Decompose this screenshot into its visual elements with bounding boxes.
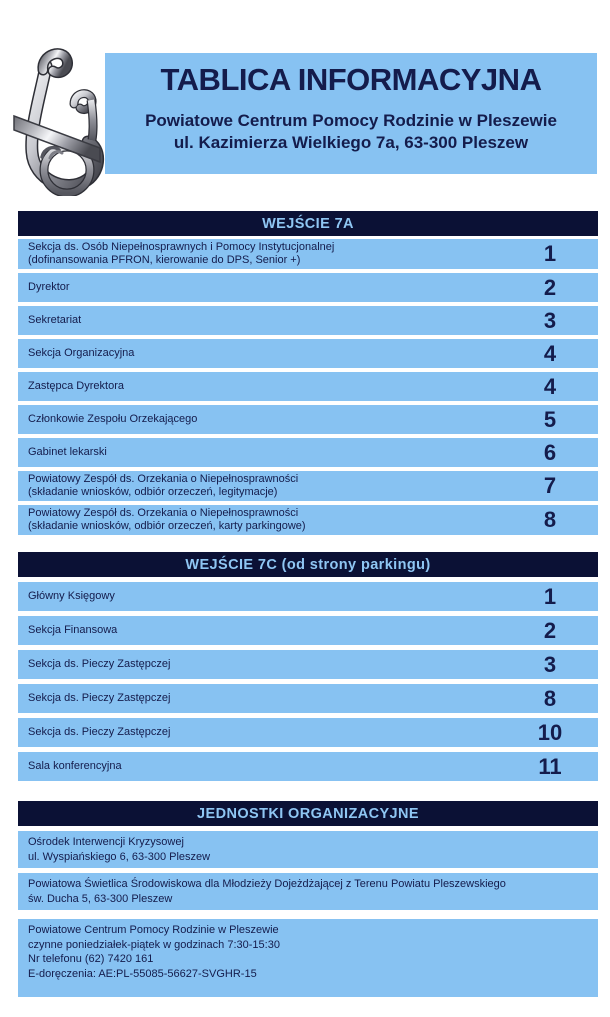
room-row [18, 752, 598, 781]
organizational-unit-row: Ośrodek Interwencji Kryzysowej ul. Wyspiańskiego 6, 63-300 Pleszew [18, 831, 598, 868]
room-number: 3 [543, 651, 557, 677]
room-label: Zastępca Dyrektora [28, 380, 124, 392]
section-title: JEDNOSTKI ORGANIZACYJNE [197, 805, 419, 822]
room-row [18, 438, 598, 467]
pcpr-logo-icon [6, 44, 108, 196]
room-row [18, 306, 598, 335]
room-number: 5 [543, 406, 557, 432]
room-number: 8 [543, 685, 557, 711]
header-subtitle [105, 110, 597, 154]
subtitle-address: ul. Kazimierza Wielkiego 7a, 63-300 Pleszew [173, 133, 529, 152]
room-row [18, 718, 598, 747]
header-title-box [105, 53, 597, 174]
section-header-organizational-units [18, 801, 598, 826]
room-row [18, 650, 598, 679]
section-entrance-7c [18, 552, 598, 781]
room-label: Sekcja ds. Pieczy Zastępczej [28, 726, 171, 738]
page-title: TABLICA INFORMACYJNA [160, 62, 542, 97]
organizational-unit-row: Powiatowa Świetlica Środowiskowa dla Młodzieży Dojeżdżającej z Terenu Powiatu Pleszewskiego św. Ducha 5, 63-300 Pleszew [18, 873, 598, 910]
subtitle-organization: Powiatowe Centrum Pomocy Rodzinie w Pleszewie [145, 111, 557, 130]
room-list-entrance-7c [18, 582, 598, 781]
room-row [18, 505, 598, 535]
room-row [18, 471, 598, 501]
room-row [18, 616, 598, 645]
room-number: 4 [543, 340, 557, 366]
room-number: 2 [543, 617, 557, 643]
room-number: 4 [543, 373, 557, 399]
room-number: 7 [543, 473, 557, 498]
room-number: 1 [543, 583, 557, 609]
room-label: Powiatowy Zespół ds. Orzekania o Niepełnosprawności (składanie wniosków, odbiór orzeczeń, karty parkingowe) [28, 507, 306, 532]
room-number: 1 [543, 241, 557, 266]
room-label: Sekcja ds. Pieczy Zastępczej [28, 692, 171, 704]
board-sections [18, 211, 598, 997]
organizational-unit-row: Powiatowe Centrum Pomocy Rodzinie w Pleszewie czynne poniedziałek-piątek w godzinach 7:30-15:30 Nr telefonu (62) 7420 161 E-doręczenia: AE:PL-55085-56627-SVGHR-15 [18, 919, 598, 997]
room-row [18, 339, 598, 368]
room-row [18, 684, 598, 713]
room-label: Główny Księgowy [28, 590, 115, 602]
section-header-entrance-7c [18, 552, 598, 577]
section-title: WEJŚCIE 7A [262, 215, 354, 232]
room-row [18, 372, 598, 401]
organizational-units-list [18, 831, 598, 997]
room-label: Członkowie Zespołu Orzekającego [28, 413, 198, 425]
room-number: 11 [538, 753, 562, 779]
room-label: Gabinet lekarski [28, 446, 107, 458]
room-label: Sala konferencyjna [28, 760, 122, 772]
room-label: Powiatowy Zespół ds. Orzekania o Niepełnosprawności (składanie wniosków, odbiór orzeczeń, legitymacje) [28, 473, 299, 498]
room-row [18, 273, 598, 302]
room-row [18, 582, 598, 611]
room-number: 10 [537, 719, 563, 745]
room-row [18, 405, 598, 434]
section-header-entrance-7a [18, 211, 598, 236]
room-number: 6 [543, 439, 557, 465]
room-list-entrance-7a [18, 239, 598, 535]
room-label: Sekcja ds. Osób Niepełnosprawnych i Pomocy Instytucjonalnej (dofinansowania PFRON, kierowanie do DPS, Senior +) [28, 241, 335, 266]
room-row [18, 239, 598, 269]
room-label: Sekretariat [28, 314, 82, 326]
room-number: 2 [543, 274, 557, 300]
room-label: Sekcja ds. Pieczy Zastępczej [28, 658, 171, 670]
room-label: Sekcja Organizacyjna [28, 347, 135, 359]
section-entrance-7a [18, 211, 598, 535]
section-organizational-units [18, 801, 598, 997]
room-label: Dyrektor [28, 281, 70, 293]
room-label: Sekcja Finansowa [28, 624, 118, 636]
room-number: 3 [543, 307, 557, 333]
section-title: WEJŚCIE 7C (od strony parkingu) [185, 556, 431, 573]
room-number: 8 [543, 507, 557, 532]
